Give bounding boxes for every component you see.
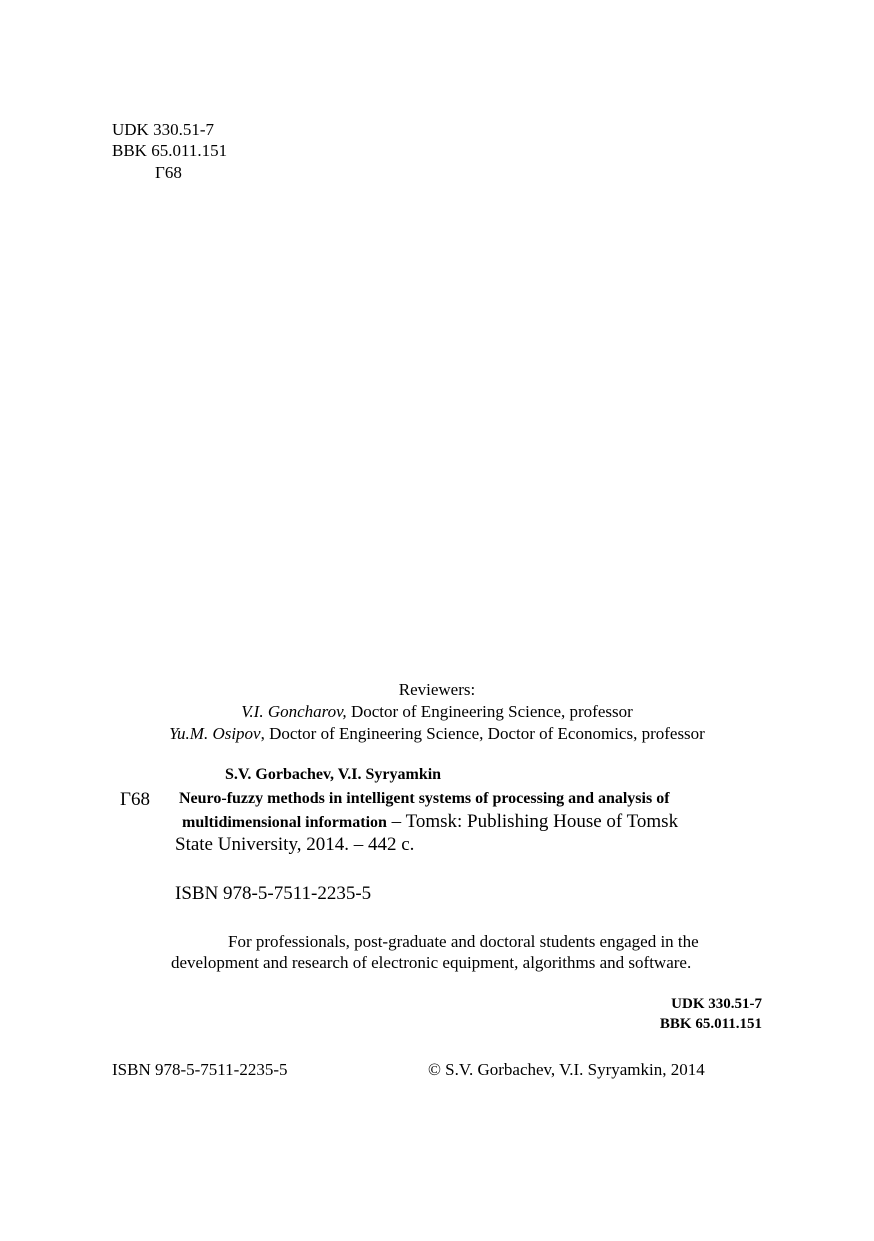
reviewer-credentials: , Doctor of Engineering Science, Doctor of Economics, professor xyxy=(260,724,705,743)
bbk-code-bottom: BBK 65.011.151 xyxy=(659,1016,762,1032)
book-title-line-2 xyxy=(182,811,678,833)
udk-code-bottom: UDK 330.51-7 xyxy=(671,996,762,1012)
reviewer-name: Yu.M. Osipov xyxy=(169,724,261,743)
reviewer-entry xyxy=(0,723,874,745)
author-sign-top: Г68 xyxy=(155,163,182,182)
book-title-bold: multidimensional information xyxy=(182,814,387,831)
udk-code-top: UDK 330.51-7 xyxy=(112,120,214,139)
reviewer-credentials: Doctor of Engineering Science, professor xyxy=(346,702,633,721)
reviewers-heading: Reviewers: xyxy=(398,680,476,699)
book-title-line-1: Neuro-fuzzy methods in intelligent systems of processing and analysis of xyxy=(179,790,670,807)
reviewer-entry xyxy=(0,701,874,723)
book-authors: S.V. Gorbachev, V.I. Syryamkin xyxy=(225,766,442,783)
author-sign: Г68 xyxy=(120,789,150,810)
reviewer-name: V.I. Goncharov, xyxy=(241,702,347,721)
audience-text-line-1: For professionals, post-graduate and doctoral students engaged in the xyxy=(228,932,699,951)
publication-details: State University, 2014. – 442 c. xyxy=(175,834,415,855)
bbk-code-top: BBK 65.011.151 xyxy=(112,141,228,160)
audience-text-line-2: development and research of electronic equipment, algorithms and software. xyxy=(171,953,692,972)
isbn-footer: ISBN 978-5-7511-2235-5 xyxy=(112,1060,288,1079)
isbn: ISBN 978-5-7511-2235-5 xyxy=(175,883,372,904)
copyright-notice: © S.V. Gorbachev, V.I. Syryamkin, 2014 xyxy=(428,1060,705,1079)
publisher-text: – Tomsk: Publishing House of Tomsk xyxy=(386,811,679,832)
